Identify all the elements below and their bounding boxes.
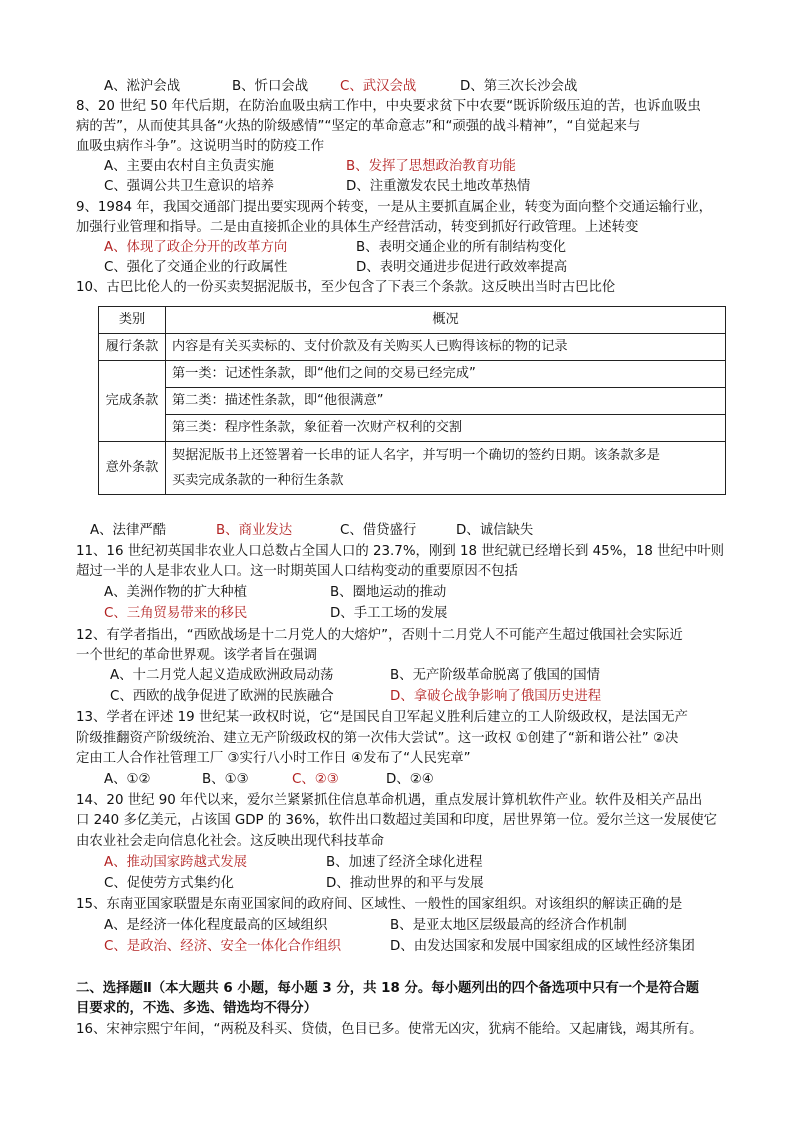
q7-option-b: B、忻口会战 (232, 79, 309, 94)
table-row (99, 334, 726, 361)
row2-category: 完成条款 (99, 361, 166, 442)
q10-table (98, 306, 726, 495)
q11-option-a: A、美洲作物的扩大种植 (104, 585, 248, 600)
q12-option-d-answer: D、拿破仑战争影响了俄国历史进程 (390, 689, 602, 704)
q15-option-b: B、是亚太地区层级最高的经济合作机制 (390, 918, 627, 933)
q8-stem-line-1: 8、20 世纪 50 年代后期，在防治血吸虫病工作中，中央要求贫下中农要“既诉阶级压迫的苦，也诉血吸虫 (76, 99, 701, 114)
q8-stem-line-2: 病的苦”，从而使其具备“火热的阶级感情”“坚定的革命意志”和“顽强的战斗精神”，“自觉起来与 (76, 119, 641, 134)
table-header-overview: 概况 (166, 307, 726, 334)
q9-option-d: D、表明交通进步促进行政效率提高 (356, 260, 568, 275)
q10-option-c: C、借贷盛行 (340, 523, 417, 538)
q13-stem-line-2: 阶级推翻资产阶级统治、建立无产阶级政权的第一次伟大尝试”。这一政权 ①创建了“新和谐公社” ②决 (76, 731, 679, 746)
q10-option-b-answer: B、商业发达 (216, 523, 293, 538)
q12-option-c: C、西欧的战争促进了欧洲的民族融合 (110, 689, 334, 704)
q11-stem-line-1: 11、16 世纪初英国非农业人口总数占全国人口的 23.7%，刚到 18 世纪就已经增长到 45%，18 世纪中叶则 (76, 544, 725, 559)
row2-item-2: 第二类：描述性条款，即“他很满意” (166, 388, 726, 415)
table-header-category: 类别 (99, 307, 166, 334)
q15-option-a: A、是经济一体化程度最高的区域组织 (104, 918, 328, 933)
table-row (99, 361, 726, 388)
row3-category: 意外条款 (99, 442, 166, 495)
q13-stem-line-1: 13、学者在评述 19 世纪某一政权时说，它“是国民自卫军起义胜利后建立的工人阶级政权，是法国无产 (76, 710, 688, 725)
row2-item-3: 第三类：程序性条款，象征着一次财产权利的交割 (166, 415, 726, 442)
table-header-row (99, 307, 726, 334)
section-2-heading-line-2: 目要求的，不选、多选、错选均不得分） (76, 1001, 318, 1016)
row3-text-line-2: 买卖完成条款的一种衍生条款 (172, 473, 344, 488)
table-row (99, 442, 726, 495)
table-row (99, 415, 726, 442)
q13-stem-line-3: 定由工人合作社管理工厂 ③实行八小时工作日 ④发布了“人民宪章” (76, 751, 471, 766)
q12-stem-line-2: 一个世纪的革命世界观。该学者旨在强调 (76, 648, 318, 663)
q14-option-a-answer: A、推动国家跨越式发展 (104, 855, 248, 870)
section-2-heading-line-1: 二、选择题Ⅱ（本大题共 6 小题，每小题 3 分，共 18 分。每小题列出的四个备选项中只有一个是符合题 (76, 981, 700, 996)
q9-stem-line-2: 加强行业管理和指导。二是由直接抓企业的具体生产经营活动，转变到抓好行政管理。上述转变 (76, 220, 639, 235)
table-row (99, 388, 726, 415)
q15-option-d: D、由发达国家和发展中国家组成的区域性经济集团 (390, 939, 695, 954)
q14-stem-line-3: 由农业社会走向信息化社会。这反映出现代科技革命 (76, 834, 384, 849)
q9-option-c: C、强化了交通企业的行政属性 (104, 260, 288, 275)
q12-option-b: B、无产阶级革命脱离了俄国的国情 (390, 668, 601, 683)
row1-text: 内容是有关买卖标的、支付价款及有关购买人已购得该标的物的记录 (166, 334, 726, 361)
q14-option-b: B、加速了经济全球化进程 (326, 855, 483, 870)
q8-option-c: C、强调公共卫生意识的培养 (104, 179, 275, 194)
row3-text-line-1: 契据泥版书上还签署着一长串的证人名字，并写明一个确切的签约日期。该条款多是 (172, 448, 660, 463)
q11-stem-line-2: 超过一半的人是非农业人口。这一时期英国人口结构变动的重要原因不包括 (76, 564, 518, 579)
q9-stem-line-1: 9、1984 年，我国交通部门提出要实现两个转变，一是从主要抓直属企业，转变为面向整个交通运输行业， (76, 200, 713, 215)
q12-option-a: A、十二月党人起义造成欧洲政局动荡 (110, 668, 334, 683)
q10-option-d: D、诚信缺失 (456, 523, 534, 538)
q13-option-c-answer: C、②③ (292, 772, 339, 787)
q13-option-b: B、①③ (202, 772, 249, 787)
row2-item-1: 第一类：记述性条款，即“他们之间的交易已经完成” (166, 361, 726, 388)
q10-stem: 10、古巴比伦人的一份买卖契据泥版书，至少包含了下表三个条款。这反映出当时古巴比伦 (76, 280, 616, 295)
q8-option-a: A、主要由农村自主负责实施 (104, 159, 274, 174)
q7-option-d: D、第三次长沙会战 (460, 79, 578, 94)
q11-option-d: D、手工工场的发展 (330, 606, 448, 621)
q11-option-c-answer: C、三角贸易带来的移民 (104, 606, 248, 621)
q16-stem-line-1: 16、宋神宗熙宁年间，“两税及科买、贷债，色目已多。使常无凶灾，犹病不能给。又起庸钱，竭其所有。 (76, 1022, 703, 1037)
row3-text (166, 442, 726, 495)
q14-stem-line-1: 14、20 世纪 90 年代以来，爱尔兰紧紧抓住信息革命机遇，重点发展计算机软件产业。软件及相关产品出 (76, 793, 703, 808)
q9-option-b: B、表明交通企业的所有制结构变化 (356, 240, 567, 255)
q7-option-c-answer: C、武汉会战 (340, 79, 417, 94)
row1-category: 履行条款 (99, 334, 166, 361)
q15-option-c-answer: C、是政治、经济、安全一体化合作组织 (104, 939, 341, 954)
q15-stem: 15、东南亚国家联盟是东南亚国家间的政府间、区域性、一般性的国家组织。对该组织的解读正确的是 (76, 897, 683, 912)
q14-stem-line-2: 口 240 多亿美元，占该国 GDP 的 36%，软件出口数超过美国和印度，居世界第一位。爱尔兰这一发展使它 (76, 813, 717, 828)
q7-option-a: A、淞沪会战 (104, 79, 181, 94)
q8-stem-line-3: 血吸虫病作斗争”。这说明当时的防疫工作 (76, 139, 324, 154)
q14-option-c: C、促使劳方式集约化 (104, 876, 234, 891)
q12-stem-line-1: 12、有学者指出，“西欧战场是十二月党人的大熔炉”，否则十二月党人不可能产生超过俄国社会实际近 (76, 628, 683, 643)
q14-option-d: D、推动世界的和平与发展 (326, 876, 484, 891)
q13-option-d: D、②④ (386, 772, 434, 787)
q9-option-a-answer: A、体现了政企分开的改革方向 (104, 240, 288, 255)
q8-option-d: D、注重激发农民土地改革热情 (346, 179, 531, 194)
q8-option-b-answer: B、发挥了思想政治教育功能 (346, 159, 516, 174)
q13-option-a: A、①② (104, 772, 151, 787)
q11-option-b: B、圈地运动的推动 (330, 585, 447, 600)
q10-option-a: A、法律严酷 (90, 523, 167, 538)
